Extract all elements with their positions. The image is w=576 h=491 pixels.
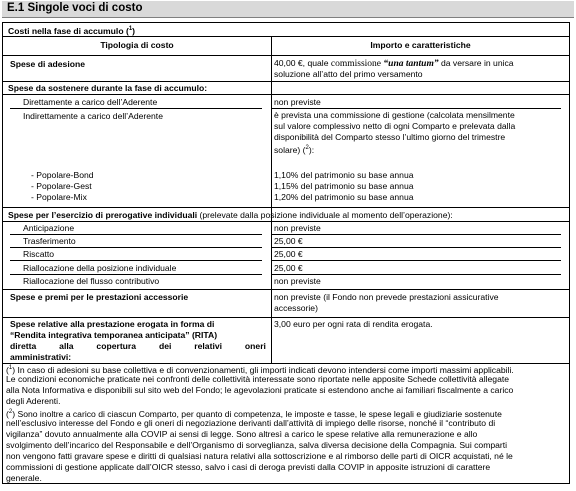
- note-1-l4: degli Aderenti.: [6, 396, 61, 406]
- indirettamente-l4: solare) ($^2$):: [274, 144, 315, 155]
- rita-label-l2: “Rendita integrativa temporanea anticipata” (RITA): [10, 330, 218, 340]
- accessorie-label: Spese e premi per le prestazioni accessorie: [10, 292, 189, 302]
- rita-label-l3: diretta alla copertura dei relativi oneri: [10, 341, 266, 351]
- direttamente-label: Direttamente a carico dell’Aderente: [23, 97, 158, 107]
- note-2-l3: vigilanza” dovuto annualmente alla COVIP ai sensi di legge. Sono altresì a carico le spese relative alla remunerazione e allo: [6, 429, 478, 439]
- note-2-l5: non vengono fatti gravare spese e diritti di qualsiasi natura relativi alla sottoscrizione e al rimborso delle parti di OICR acquistati, né le: [6, 451, 513, 461]
- cost-table: [2, 22, 570, 484]
- rita-label-l1: Spese relative alla prestazione erogata in forma di: [10, 319, 215, 329]
- accumulo-title: Costi nella fase di accumulo ($^1$): [8, 25, 136, 36]
- anticipazione-value: non previste: [274, 223, 321, 233]
- comparto-mix-value: 1,20% del patrimonio su base annua: [274, 192, 414, 202]
- adesione-value-line1: 40,00 €, quale commissione “una tantum” da versare in unica: [274, 58, 514, 69]
- adesione-value-line2: soluzione all’atto del primo versamento: [274, 69, 423, 79]
- riscatto-label: Riscatto: [23, 249, 55, 259]
- riallocazione-posizione-value: 25,00 €: [274, 263, 303, 273]
- rita-label-l4: amministrativi:: [10, 352, 72, 362]
- comparto-gest-label: - Popolare-Gest: [31, 181, 92, 191]
- adesione-label: Spese di adesione: [10, 59, 85, 69]
- trasferimento-value: 25,00 €: [274, 236, 303, 246]
- accumulo-section-title: Spese da sostenere durante la fase di accumulo:: [8, 83, 208, 93]
- note-2-l1: ($^2$) Sono inoltre a carico di ciascun Comparto, per quanto di competenza, le imposte e tasse, le spese legali e giudiziarie sostenute: [6, 408, 502, 419]
- indirettamente-l3: disponibilità del Comparto stesso l’ultimo giorno del trimestre: [274, 132, 506, 142]
- note-2-l7: generale.: [6, 473, 42, 483]
- section-title: E.1 Singole voci di costo: [7, 2, 143, 14]
- section-header: [2, 1, 574, 18]
- col-importo: Importo e caratteristiche: [370, 40, 471, 50]
- comparto-mix-label: - Popolare-Mix: [31, 192, 87, 202]
- note-1-l1: ($^1$) In caso di adesioni su base collettiva e di convenzionamenti, gli importi indicati devono intendersi come importi massimi applicabili.: [6, 364, 514, 375]
- comparto-gest-value: 1,15% del patrimonio su base annua: [274, 181, 414, 191]
- indirettamente-l1: è prevista una commissione di gestione (calcolata mensilmente: [274, 110, 515, 120]
- comparto-bond-value: 1,10% del patrimonio su base annua: [274, 170, 414, 180]
- riallocazione-flusso-label: Riallocazione del flusso contributivo: [23, 276, 160, 286]
- anticipazione-label: Anticipazione: [23, 223, 75, 233]
- riallocazione-posizione-label: Riallocazione della posizione individuale: [23, 263, 177, 273]
- direttamente-value: non previste: [274, 97, 321, 107]
- rita-value: 3,00 euro per ogni rata di rendita erogata.: [274, 319, 433, 329]
- note-1-l2: Le condizioni economiche praticate nei confronti delle collettività interessate sono riportate nelle apposite Schede collettività allegate: [6, 374, 510, 384]
- accessorie-value-l1: non previste (il Fondo non prevede prestazioni assicurative: [274, 292, 499, 302]
- trasferimento-label: Trasferimento: [23, 236, 76, 246]
- note-2-l4: svolgimento dell’incarico del Responsabile e dell’Organismo di sorveglianza, salva diversa decisione della Compagnia. Sui comparti: [6, 440, 508, 450]
- note-2-l2: nell’esclusivo interesse del Fondo e gli oneri di negoziazione derivanti dall’attività di impiego delle risorse, nonché il “contributo di: [6, 418, 496, 428]
- comparto-bond-label: - Popolare-Bond: [31, 170, 94, 180]
- col-tipologia: Tipologia di costo: [100, 40, 174, 50]
- note-2-l6: commissioni di gestione applicate dall’OICR stesso, salvo i casi di deroga previsti dalla COVIP in apposite istruzioni di carattere: [6, 462, 491, 472]
- riscatto-value: 25,00 €: [274, 249, 303, 259]
- prerogative-title: Spese per l’esercizio di prerogative individuali (prelevate dalla posizione individuale al momento dell’operazione):: [8, 210, 453, 220]
- indirettamente-l2: sul valore complessivo netto di ogni Comparto e prelevata dalla: [274, 121, 516, 131]
- riallocazione-flusso-value: non previste: [274, 276, 321, 286]
- indirettamente-label: Indirettamente a carico dell’Aderente: [23, 111, 163, 121]
- note-1-l3: alla Nota Informativa e disponibili sul sito web del Fondo; le agevolazioni praticate si estendono anche ai familiari fiscalmente a carico: [6, 385, 514, 395]
- accessorie-value-l2: accessorie): [274, 303, 318, 313]
